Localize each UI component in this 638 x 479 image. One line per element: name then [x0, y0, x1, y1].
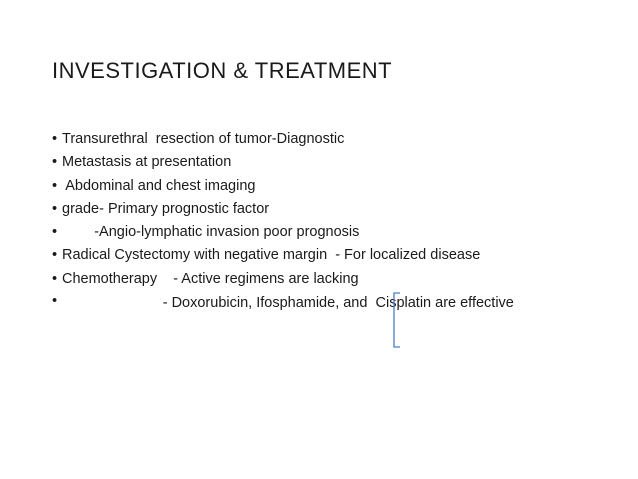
list-item — [52, 128, 612, 151]
list-item — [52, 198, 612, 221]
list-item — [52, 244, 612, 267]
bracket-annotation — [392, 292, 402, 348]
bullet-text: -Angio-lymphatic invasion poor prognosis — [62, 224, 360, 241]
bracket-line — [394, 293, 400, 347]
bullet-text: Transurethral resection of tumor-Diagnostic — [62, 131, 345, 147]
bullet-text: - Doxorubicin, Ifosphamide, and Cisplatin are effective — [62, 295, 514, 312]
bullet-text: grade- Primary prognostic factor — [62, 200, 270, 217]
bullet-text: Metastasis at presentation — [62, 154, 232, 171]
list-item — [52, 151, 612, 174]
list-item — [52, 221, 612, 244]
bullet-dot: • — [52, 247, 58, 264]
bullet-dot: • — [52, 131, 58, 147]
bullet-dot: • — [52, 154, 58, 171]
bullet-text: Abdominal and chest imaging — [62, 177, 256, 194]
list-item — [52, 291, 612, 313]
bullet-dot: • — [52, 224, 58, 241]
list-item — [52, 175, 612, 198]
bullet-text: Radical Cystectomy with negative margin - For localized disease — [62, 247, 481, 264]
list-item — [52, 268, 612, 291]
bullet-dot: • — [52, 293, 58, 310]
bullet-dot: • — [52, 200, 58, 217]
slide-title: INVESTIGATION & TREATMENT — [52, 58, 393, 83]
bullet-text: Chemotherapy - Active regimens are lacking — [62, 270, 359, 287]
bullet-dot: • — [52, 270, 58, 287]
bullet-list — [52, 128, 612, 313]
bullet-dot: • — [52, 177, 58, 194]
